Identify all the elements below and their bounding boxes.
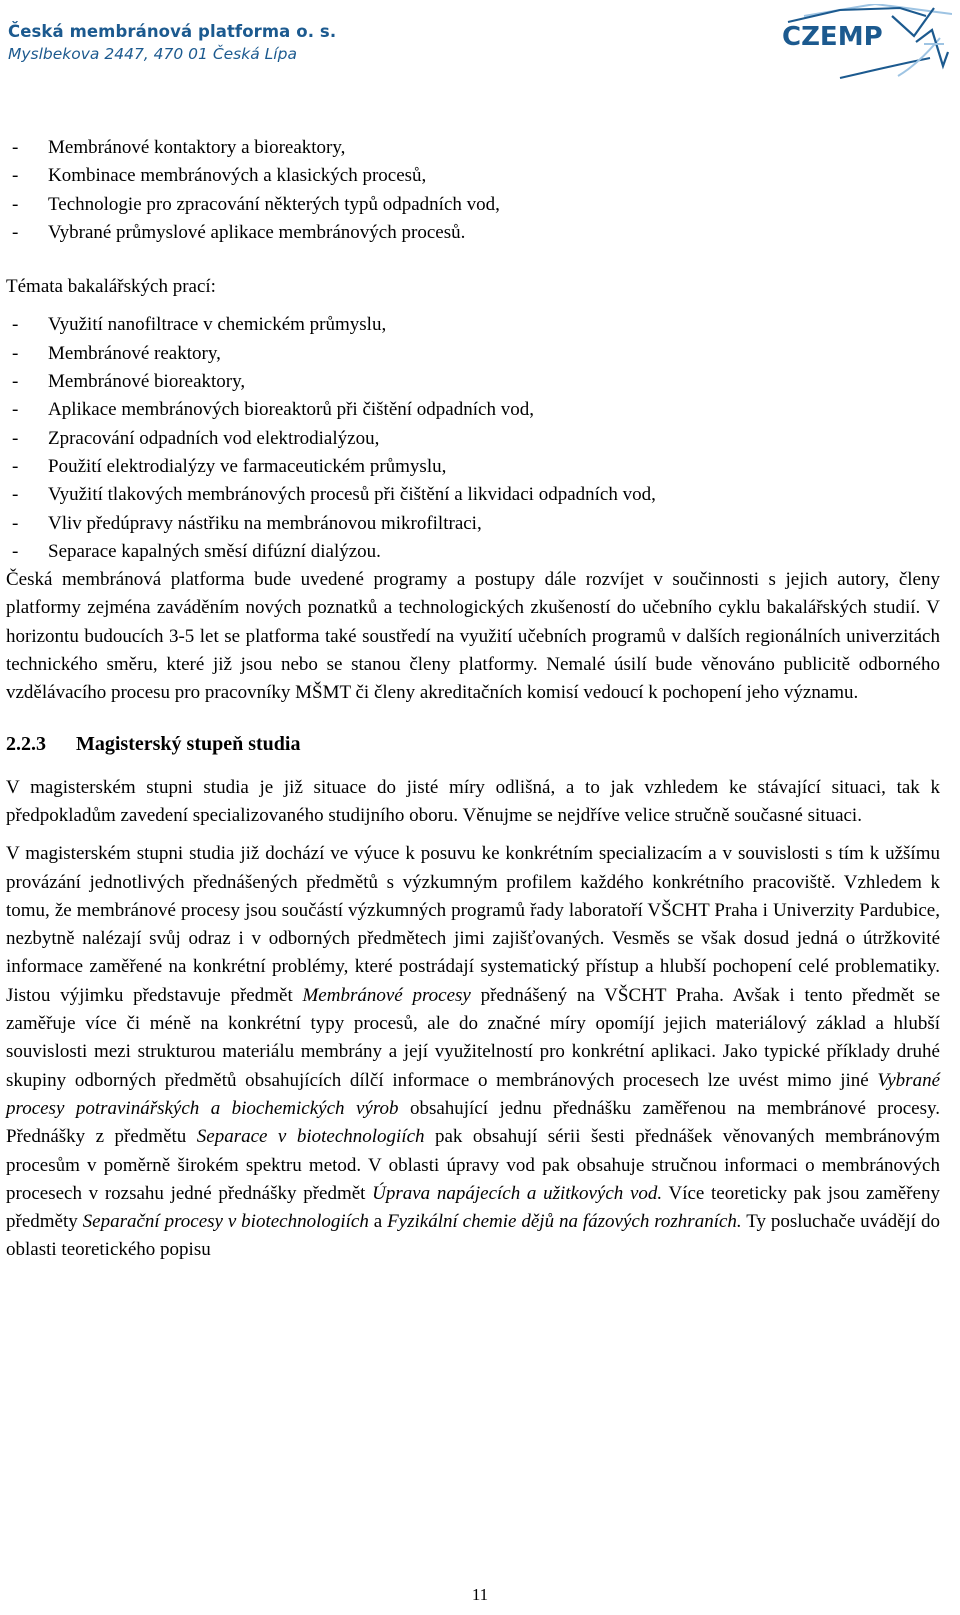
czemp-logo: [780, 4, 952, 84]
list-item: - Technologie pro zpracování některých typů odpadních vod,: [6, 191, 940, 219]
bachelor-topics-heading: Témata bakalářských prací:: [6, 276, 216, 298]
logo-text: CZEMP: [782, 22, 883, 52]
list-item: - Vybrané průmyslové aplikace membránových procesů.: [6, 219, 940, 247]
list-item: - Využití tlakových membránových procesů při čištění a likvidaci odpadních vod,: [6, 481, 940, 509]
paragraph-platform-plans: Česká membránová platforma bude uvedené programy a postupy dále rozvíjet v součinnosti s jejich autory, členy platformy zejména zaváděním nových poznatků a technologických zkušeností do učebního cyklu bakalářských studií. V horizontu budoucích 3-5 let se platforma také soustředí na využití učebních programů v dalších regionálních univerzitách technického směru, které již jsou nebo se stanou členy platformy. Nemalé úsilí bude věnováno publicitě odborného vzdělávacího procesu pro pracovníky MŠMT či členy akreditačních komisí vedoucí k pochopení jeho významu.: [6, 569, 940, 704]
text-run: Více teoreticky pak jsou zaměřeny předměty: [6, 1182, 940, 1233]
section-number: 2.2.3: [6, 732, 46, 755]
section-heading: [6, 730, 940, 758]
course-title: Separační procesy v biotechnologiích: [82, 1211, 369, 1233]
organization-name: Česká membránová platforma o. s.: [8, 22, 337, 41]
list-item: - Vliv předúpravy nástřiku na membránovou mikrofiltraci,: [6, 510, 940, 538]
course-title: Separace v biotechnologiích: [196, 1126, 425, 1148]
course-title: Vybrané procesy potravinářských a biochemických výrob: [6, 1069, 940, 1119]
text-run: a: [368, 1211, 388, 1233]
course-list: [6, 134, 940, 247]
text-run: Ty posluchače uvádějí do oblasti teoretického popisu: [6, 1211, 940, 1261]
text-run: V magisterském stupni studia již dochází ve výuce k posuvu ke konkrétním specializacím a v souvislosti s tím k užšímu provázání jednotlivých přednášených předmětů s výzkumným profilem každého konkrétního pracoviště. Vzhledem k tomu, že membránové procesy jsou součástí výzkumných programů řady laboratoří VŠCHT Praha i Univerzity Pardubice, nezbytně nalézají svůj odraz i v odborných předmětech jimi zajišťovaných. Vesměs se však dosud jedná o útržkovité informace zaměřené na konkrétní problémy, které postrádají systematický přístup a hlubší pochopení celé problematiky. Jistou výjimku představuje předmět: [6, 843, 940, 1006]
organization-address: Myslbekova 2447, 470 01 Česká Lípa: [8, 45, 297, 63]
course-title: Fyzikální chemie dějů na fázových rozhraních.: [387, 1211, 742, 1233]
text-run: přednášený na VŠCHT Praha. Avšak i tento předmět se zaměřuje více či méně na konkrétní typy procesů, ale do značné míry opomíjí jejich materiálový základ a hlubší souvislosti mezi strukturou materiálu membrány a její využitelností pro konkrétní aplikaci. Jako typické příklady druhé skupiny odborných předmětů obsahujících dílčí informace o membránových procesech lze uvést mimo jiné: [6, 984, 940, 1091]
course-title: Membránové procesy: [302, 984, 471, 1006]
list-item: - Membránové kontaktory a bioreaktory,: [6, 134, 940, 162]
list-item: - Zpracování odpadních vod elektrodialýzou,: [6, 425, 940, 453]
text-run: obsahující jednu přednášku zaměřenou na membránové procesy. Přednášky z předmětu: [6, 1097, 940, 1148]
page-number: 11: [471, 1585, 489, 1604]
text-run: pak obsahují sérii šesti přednášek věnovaných membránovým procesům v poměrně širokém spektru metod. V oblasti úpravy vod pak obsahuje stručnou informaci o membránových procesech v rozsahu jedné přednášky předmět: [6, 1126, 940, 1204]
list-item: - Separace kapalných směsí difúzní dialýzou.: [6, 538, 940, 566]
list-item: - Kombinace membránových a klasických procesů,: [6, 162, 940, 190]
bachelor-topics-list: [6, 311, 940, 566]
list-item: - Využití nanofiltrace v chemickém průmyslu,: [6, 311, 940, 339]
section-title: Magisterský stupeň studia: [76, 732, 301, 755]
course-title: Úprava napájecích a užitkových vod.: [372, 1182, 663, 1204]
list-item: - Aplikace membránových bioreaktorů při čištění odpadních vod,: [6, 396, 940, 424]
header-organization: [8, 22, 336, 66]
paragraph-master-detail: [6, 840, 940, 1264]
document-body: [6, 134, 940, 1275]
list-item: - Membránové reaktory,: [6, 340, 940, 368]
list-item: - Použití elektrodialýzy ve farmaceutickém průmyslu,: [6, 453, 940, 481]
paragraph-master-intro: V magisterském stupni studia je již situace do jisté míry odlišná, a to jak vzhledem ke stávající situaci, tak k předpokladům zavedení specializovaného studijního oboru. Věnujme se nejdříve velice stručně současné situaci.: [6, 776, 940, 826]
list-item: - Membránové bioreaktory,: [6, 368, 940, 396]
